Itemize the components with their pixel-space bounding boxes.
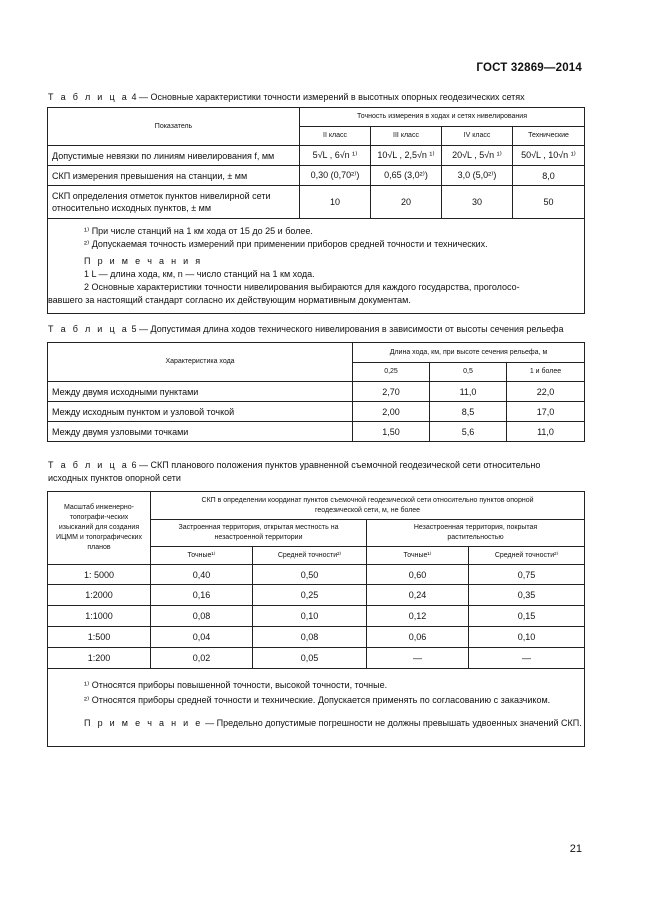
table6-cell: 0,40 — [151, 565, 253, 585]
table4-cell: 20 — [371, 186, 442, 219]
table6-scale: 1:500 — [48, 627, 151, 648]
table6-cell: 0,50 — [253, 565, 367, 585]
table6-cell: 0,04 — [151, 627, 253, 648]
table6-col-group: СКП в определении координат пунктов съемочной геодезической сети относительно пунктов опорной геодезической сети, м, не более — [151, 492, 585, 520]
table6-scale: 1: 5000 — [48, 565, 151, 585]
table-row — [48, 422, 585, 442]
table4-col-param: Показатель — [48, 108, 300, 146]
table4-cell: 10√L , 2,5√n ¹⁾ — [371, 146, 442, 166]
table6-col: Точные¹⁾ — [151, 547, 253, 565]
table6-footnote: ¹⁾ Относятся приборы повышенной точности, высокой точности, точные. — [84, 680, 388, 690]
table6-col-scale: Масштаб инженерно-топографи-ческих изысканий для создания ИЦММ и топографических планов — [48, 492, 151, 565]
table6-col: Точные¹⁾ — [367, 547, 469, 565]
table5-cell: 11,0 — [507, 422, 585, 442]
table-row — [48, 627, 585, 648]
table6 — [47, 491, 585, 747]
document-header: ГОСТ 32869—2014 — [476, 62, 582, 74]
table6-cell: 0,02 — [151, 648, 253, 669]
table5-col: 0,25 — [353, 363, 430, 382]
table6-caption-text-2: исходных пунктов опорной сети — [48, 473, 181, 483]
table6-note-text: — Предельно допустимые погрешности не должны превышать удвоенных значений СКП. — [202, 718, 582, 728]
table5-cell: 5,6 — [430, 422, 507, 442]
table6-footnote: ²⁾ Относятся приборы средней точности и технические. Допускается применять по согласованию с заказчиком. — [84, 695, 551, 705]
table6-cell: 0,24 — [367, 585, 469, 606]
table5-cell: 2,00 — [353, 402, 430, 422]
table5-col-char: Характеристика хода — [48, 343, 353, 382]
table4-note: 1 L — длина хода, км, n — число станций на 1 км хода. — [84, 269, 315, 279]
table4-footnote: ¹⁾ При числе станций на 1 км хода от 15 до 25 и более. — [84, 226, 313, 236]
table6-cell: 0,25 — [253, 585, 367, 606]
table5-caption-label: Т а б л и ц а — [48, 324, 129, 334]
table5-caption-text: 5 — Допустимая длина ходов технического нивелирования в зависимости от высоты сечения рельефа — [131, 324, 564, 334]
table6-cell: 0,35 — [469, 585, 585, 606]
table-row — [48, 606, 585, 627]
table4-col: IV класс — [442, 127, 513, 146]
page-number: 21 — [569, 843, 582, 855]
table4-note: вавшего за настоящий стандарт согласно их действующим нормативным документам. — [48, 295, 411, 305]
table6-cell: 0,12 — [367, 606, 469, 627]
table6-caption — [48, 459, 585, 485]
table6-col: Средней точности²⁾ — [253, 547, 367, 565]
table5-row-label: Между исходным пунктом и узловой точкой — [48, 402, 353, 422]
table6-cell: 0,10 — [253, 606, 367, 627]
table6-caption-label: Т а б л и ц а — [48, 460, 129, 470]
table5-cell: 17,0 — [507, 402, 585, 422]
table4-cell: 20√L , 5√n ¹⁾ — [442, 146, 513, 166]
table-row — [48, 648, 585, 669]
table5-cell: 8,5 — [430, 402, 507, 422]
table5-col: 1 и более — [507, 363, 585, 382]
table4-cell: 5√L , 6√n ¹⁾ — [300, 146, 371, 166]
table6-cell: 0,10 — [469, 627, 585, 648]
table6-cell: 0,08 — [253, 627, 367, 648]
table4 — [47, 107, 585, 314]
table4-row-label: СКП измерения превышения на станции, ± мм — [48, 166, 300, 186]
table6-sub-unbuilt: Незастроенная территория, покрытая растительностью — [367, 520, 585, 547]
table-row — [48, 146, 585, 166]
table4-row-label: Допустимые невязки по линиям нивелирования f, мм — [48, 146, 300, 166]
table6-cell: 0,08 — [151, 606, 253, 627]
table5-row-label: Между двумя исходными пунктами — [48, 382, 353, 402]
table6-cell: 0,15 — [469, 606, 585, 627]
table6-scale: 1:2000 — [48, 585, 151, 606]
table4-caption-text: 4 — Основные характеристики точности измерений в высотных опорных геодезических сетях — [131, 92, 525, 102]
table4-col: II класс — [300, 127, 371, 146]
table6-note — [84, 717, 582, 730]
table6-caption-text-1: 6 — СКП планового положения пунктов уравненной съемочной геодезической сети относительно — [131, 460, 541, 470]
table6-cell: 0,05 — [253, 648, 367, 669]
table4-cell: 30 — [442, 186, 513, 219]
table6-note-label: П р и м е ч а н и е — [84, 718, 203, 728]
table4-col-group: Точность измерения в ходах и сетях нивелирования — [300, 108, 585, 127]
table-row — [48, 565, 585, 585]
table4-col: III класс — [371, 127, 442, 146]
table4-caption-label: Т а б л и ц а — [48, 92, 129, 102]
table6-cell: — — [367, 648, 469, 669]
table4-row-label: СКП определения отметок пунктов нивелирной сети относительно исходных пунктов, ± мм — [48, 186, 300, 219]
table4-cell: 0,65 (3,0²⁾) — [371, 166, 442, 186]
table6-scale: 1:1000 — [48, 606, 151, 627]
table5-cell: 11,0 — [430, 382, 507, 402]
table6-col: Средней точности²⁾ — [469, 547, 585, 565]
table6-cell: — — [469, 648, 585, 669]
table6-cell: 0,06 — [367, 627, 469, 648]
table5-row-label: Между двумя узловыми точками — [48, 422, 353, 442]
table4-cell: 8,0 — [513, 166, 585, 186]
table6-sub-built: Застроенная территория, открытая местность на незастроенной территории — [151, 520, 367, 547]
table5-caption — [48, 323, 563, 336]
table6-notes — [48, 669, 585, 747]
table-row — [48, 382, 585, 402]
table5 — [47, 342, 585, 442]
table4-note: 2 Основные характеристики точности нивелирования выбираются для каждого государства, проголосо- — [84, 282, 520, 292]
table6-cell: 0,60 — [367, 565, 469, 585]
table4-cell: 50 — [513, 186, 585, 219]
table6-cell: 0,16 — [151, 585, 253, 606]
table6-scale: 1:200 — [48, 648, 151, 669]
table-row — [48, 166, 585, 186]
table4-cell: 50√L , 10√n ¹⁾ — [513, 146, 585, 166]
table-row — [48, 186, 585, 219]
table4-col: Технические — [513, 127, 585, 146]
table5-cell: 22,0 — [507, 382, 585, 402]
table4-footnote: ²⁾ Допускаемая точность измерений при применении приборов средней точности и технических. — [84, 239, 488, 249]
table5-col-group: Длина хода, км, при высоте сечения рельефа, м — [353, 343, 585, 363]
table4-cell: 10 — [300, 186, 371, 219]
table5-cell: 1,50 — [353, 422, 430, 442]
table4-cell: 3,0 (5,0²⁾) — [442, 166, 513, 186]
table5-cell: 2,70 — [353, 382, 430, 402]
table4-notes — [48, 219, 585, 314]
table-row — [48, 585, 585, 606]
table4-caption — [48, 91, 525, 104]
table4-notes-title: П р и м е ч а н и я — [84, 256, 203, 266]
table-row — [48, 402, 585, 422]
table4-cell: 0,30 (0,70²⁾) — [300, 166, 371, 186]
table6-cell: 0,75 — [469, 565, 585, 585]
table5-col: 0,5 — [430, 363, 507, 382]
